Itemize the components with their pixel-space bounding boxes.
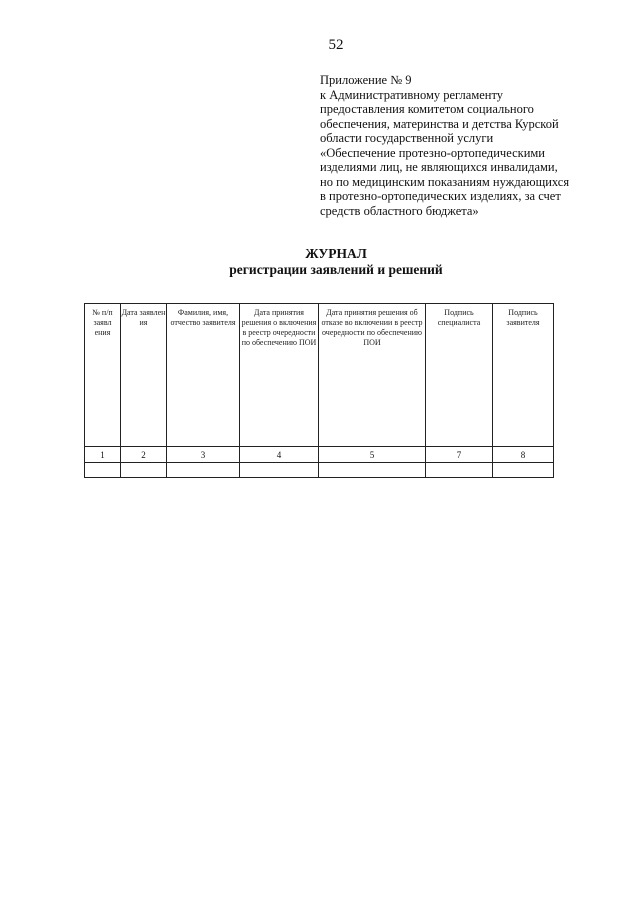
- appendix-line: области государственной услуги: [320, 131, 494, 145]
- appendix-line: обеспечения, материнства и детства Курской: [320, 116, 559, 131]
- header-cell: Фамилия, имя, отчество заявителя: [167, 304, 240, 447]
- empty-cell: [493, 463, 554, 478]
- column-number: 4: [240, 447, 319, 463]
- empty-cell: [319, 463, 426, 478]
- header-cell: Дата заявлен ия: [121, 304, 167, 447]
- table-row: [85, 463, 554, 478]
- column-number: 7: [426, 447, 493, 463]
- column-number: 8: [493, 447, 554, 463]
- empty-cell: [167, 463, 240, 478]
- column-number: 5: [319, 447, 426, 463]
- appendix-line: но по медицинским показаниям нуждающихся: [320, 174, 570, 189]
- empty-cell: [240, 463, 319, 478]
- appendix-line: к Административному регламенту: [320, 87, 504, 102]
- page-number: 52: [328, 37, 344, 53]
- appendix-line: Приложение № 9: [320, 73, 412, 87]
- appendix-line: средств областного бюджета»: [320, 203, 479, 218]
- empty-cell: [121, 463, 167, 478]
- title-main: ЖУРНАЛ: [305, 246, 367, 261]
- header-cell: Подпись заявителя: [493, 304, 554, 447]
- header-cell: Подпись специалиста: [426, 304, 493, 447]
- header-cell: Дата принятия решения о включения в реестр очередности по обеспечению ПОИ: [240, 304, 319, 447]
- table-header-row: [85, 304, 554, 447]
- title-sub: регистрации заявлений и решений: [229, 262, 443, 277]
- appendix-note: [320, 73, 620, 218]
- appendix-line: в протезно-ортопедических изделиях, за счет: [320, 189, 561, 203]
- column-number: 3: [167, 447, 240, 463]
- appendix-line: предоставления комитетом социального: [320, 102, 534, 116]
- appendix-line: изделиями лиц, не являющихся инвалидами,: [320, 160, 558, 174]
- header-cell: № п/п заявл ения: [85, 304, 121, 447]
- registration-journal-table: [84, 303, 554, 478]
- column-number-row: [85, 447, 554, 463]
- header-cell: Дата принятия решения об отказе во включении в реестр очередности по обеспечению ПОИ: [319, 304, 426, 447]
- empty-cell: [426, 463, 493, 478]
- document-title: [0, 246, 640, 278]
- column-number: 1: [85, 447, 121, 463]
- appendix-line: «Обеспечение протезно-ортопедическими: [320, 145, 545, 160]
- column-number: 2: [121, 447, 167, 463]
- empty-cell: [85, 463, 121, 478]
